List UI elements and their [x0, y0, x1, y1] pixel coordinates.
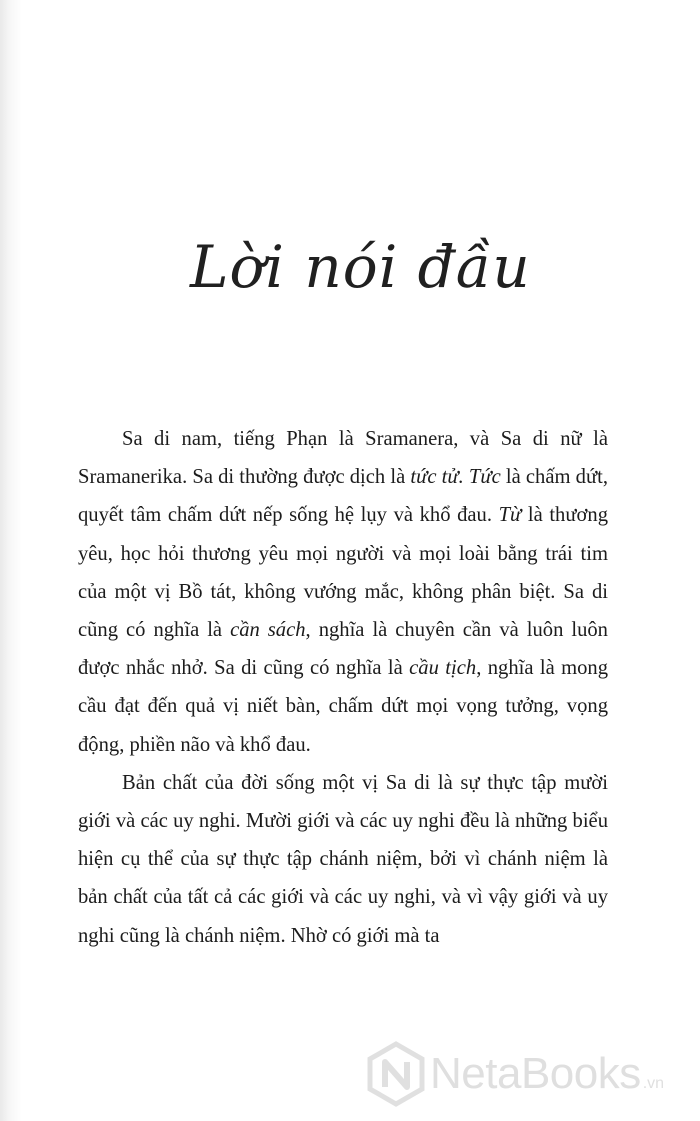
- paragraph-1: [78, 420, 608, 764]
- italic-term-can-sach: cần sách: [230, 619, 306, 642]
- paragraph-2: [78, 764, 608, 955]
- text-segment: , nghĩa là chuyên cần và luôn luôn được nhắc nhở. Sa di cũng có nghĩa là: [78, 619, 608, 680]
- italic-term-cau-tich: cầu tịch: [409, 657, 477, 680]
- body-text: [78, 420, 608, 955]
- italic-term-tu: Từ: [498, 504, 522, 527]
- page-title: Lời nói đầu: [190, 233, 531, 301]
- text-segment: là chấm dứt, quyết tâm chấm dứt nếp sống hệ lụy và khổ đau.: [78, 466, 608, 527]
- text-segment: Sa di nam, tiếng Phạn là Sramanera, và Sa di nữ là Sramanerika. Sa di thường được dịch là: [78, 428, 608, 489]
- text-segment: Bản chất của đời sống một vị Sa di là sự thực tập mười giới và các uy nghi. Mười giới và các uy nghi đều là những biểu hiện cụ thể của sự thực tập chánh niệm, bởi vì chánh niệm là bản chất của tất cả các giới và các uy nghi, và vì vậy giới và uy nghi cũng là chánh niệm. Nhờ có giới mà ta: [78, 771, 608, 947]
- watermark-brand: NetaBooks: [430, 1049, 641, 1098]
- watermark: [366, 1034, 696, 1114]
- text-segment: là thương yêu, học hỏi thương yêu mọi người và mọi loài bằng trái tim của một vị Bồ tát, không vướng mắc, không phân biệt. Sa di cũng có nghĩa là: [78, 504, 608, 642]
- watermark-suffix: .vn: [642, 1075, 665, 1092]
- netabooks-logo-icon: [366, 1041, 426, 1107]
- italic-term-tuc-tu: tức tử. Tức: [410, 466, 501, 489]
- text-segment: , nghĩa là mong cầu đạt đến quả vị niết bàn, chấm dứt mọi vọng tưởng, vọng động, phiền não và khổ đau.: [78, 657, 609, 756]
